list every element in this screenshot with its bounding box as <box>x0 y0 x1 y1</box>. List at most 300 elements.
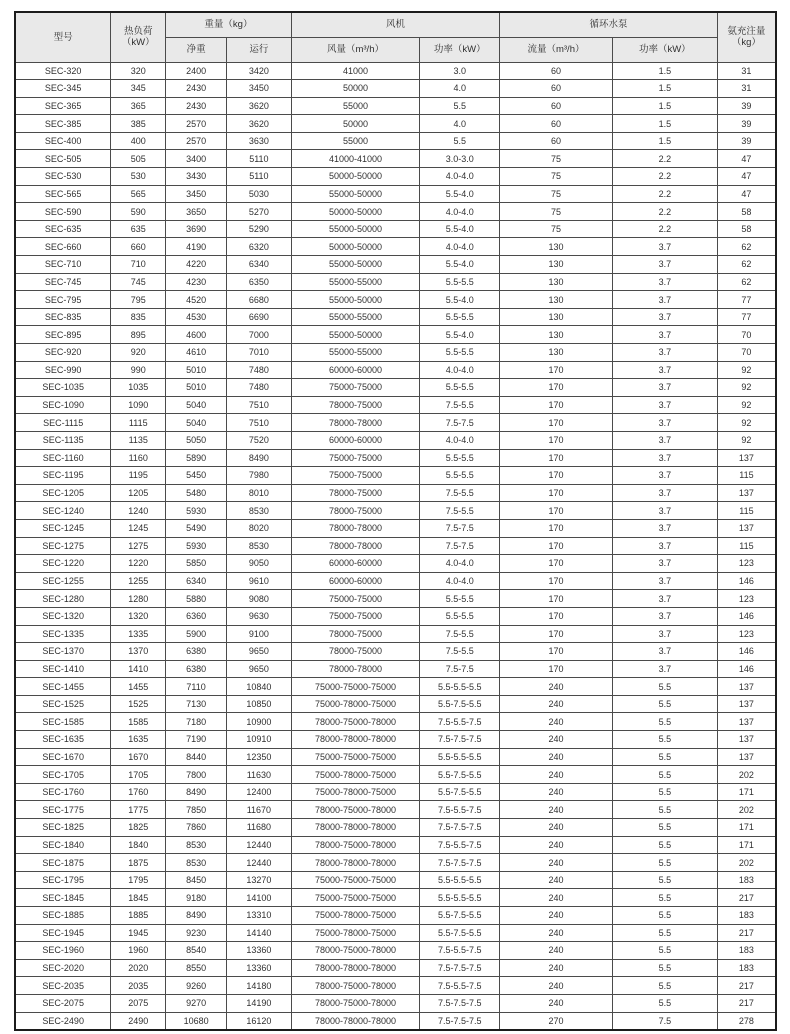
cell-net_weight_kg: 3450 <box>166 185 227 203</box>
cell-fan_power_kw: 5.5 <box>420 132 500 150</box>
cell-flow_m3h: 240 <box>500 854 613 872</box>
table-row <box>15 731 776 749</box>
cell-fan_power_kw: 5.5-7.5-5.5 <box>420 924 500 942</box>
cell-pump_power_kw: 5.5 <box>612 748 717 766</box>
cell-operating_weight_kg: 7480 <box>227 361 292 379</box>
header-pump-group: 循环水泵 <box>500 12 718 37</box>
cell-ammonia_charge_kg: 202 <box>717 854 776 872</box>
cell-fan_power_kw: 7.5-5.5-7.5 <box>420 977 500 995</box>
cell-pump_power_kw: 3.7 <box>612 449 717 467</box>
cell-heat_load_kw: 710 <box>111 256 166 274</box>
cell-heat_load_kw: 1320 <box>111 607 166 625</box>
cell-pump_power_kw: 5.5 <box>612 889 717 907</box>
cell-air_volume_m3h: 75000-75000-75000 <box>291 678 420 696</box>
cell-net_weight_kg: 5010 <box>166 361 227 379</box>
cell-fan_power_kw: 7.5-7.5-7.5 <box>420 731 500 749</box>
cell-model: SEC-1960 <box>15 942 111 960</box>
cell-heat_load_kw: 1255 <box>111 572 166 590</box>
cell-net_weight_kg: 2430 <box>166 97 227 115</box>
cell-flow_m3h: 240 <box>500 924 613 942</box>
cell-fan_power_kw: 5.5-7.5-5.5 <box>420 695 500 713</box>
cell-pump_power_kw: 5.5 <box>612 731 717 749</box>
cell-pump_power_kw: 2.2 <box>612 220 717 238</box>
cell-fan_power_kw: 5.5-7.5-5.5 <box>420 766 500 784</box>
cell-heat_load_kw: 990 <box>111 361 166 379</box>
cell-heat_load_kw: 1275 <box>111 537 166 555</box>
cell-model: SEC-565 <box>15 185 111 203</box>
cell-air_volume_m3h: 41000 <box>291 62 420 80</box>
cell-operating_weight_kg: 12440 <box>227 836 292 854</box>
cell-fan_power_kw: 7.5-5.5-7.5 <box>420 713 500 731</box>
table-row <box>15 801 776 819</box>
cell-model: SEC-1775 <box>15 801 111 819</box>
table-row <box>15 326 776 344</box>
cell-fan_power_kw: 5.5-5.5 <box>420 449 500 467</box>
cell-heat_load_kw: 920 <box>111 344 166 362</box>
cell-model: SEC-795 <box>15 291 111 309</box>
cell-flow_m3h: 75 <box>500 168 613 186</box>
cell-air_volume_m3h: 75000-78000-75000 <box>291 924 420 942</box>
table-row <box>15 660 776 678</box>
table-row <box>15 942 776 960</box>
cell-air_volume_m3h: 78000-78000-78000 <box>291 959 420 977</box>
cell-flow_m3h: 170 <box>500 431 613 449</box>
cell-ammonia_charge_kg: 202 <box>717 801 776 819</box>
cell-model: SEC-1885 <box>15 907 111 925</box>
cell-flow_m3h: 170 <box>500 449 613 467</box>
cell-model: SEC-1195 <box>15 467 111 485</box>
cell-pump_power_kw: 1.5 <box>612 132 717 150</box>
cell-model: SEC-530 <box>15 168 111 186</box>
cell-ammonia_charge_kg: 137 <box>717 519 776 537</box>
cell-net_weight_kg: 10680 <box>166 1012 227 1030</box>
table-row <box>15 713 776 731</box>
cell-ammonia_charge_kg: 137 <box>717 713 776 731</box>
cell-flow_m3h: 170 <box>500 607 613 625</box>
cell-operating_weight_kg: 10850 <box>227 695 292 713</box>
cell-fan_power_kw: 5.5-5.5 <box>420 467 500 485</box>
table-row <box>15 871 776 889</box>
cell-model: SEC-2490 <box>15 1012 111 1030</box>
cell-net_weight_kg: 7860 <box>166 819 227 837</box>
cell-net_weight_kg: 3400 <box>166 150 227 168</box>
table-row <box>15 203 776 221</box>
cell-operating_weight_kg: 9630 <box>227 607 292 625</box>
cell-ammonia_charge_kg: 92 <box>717 414 776 432</box>
cell-heat_load_kw: 895 <box>111 326 166 344</box>
cell-heat_load_kw: 2035 <box>111 977 166 995</box>
cell-heat_load_kw: 1945 <box>111 924 166 942</box>
cell-fan_power_kw: 5.5-5.5 <box>420 379 500 397</box>
cell-air_volume_m3h: 78000-78000-78000 <box>291 819 420 837</box>
cell-net_weight_kg: 8530 <box>166 854 227 872</box>
cell-net_weight_kg: 8550 <box>166 959 227 977</box>
table-row <box>15 379 776 397</box>
cell-air_volume_m3h: 78000-78000 <box>291 414 420 432</box>
cell-pump_power_kw: 3.7 <box>612 273 717 291</box>
cell-pump_power_kw: 3.7 <box>612 625 717 643</box>
table-row <box>15 977 776 995</box>
table-row <box>15 484 776 502</box>
cell-pump_power_kw: 5.5 <box>612 871 717 889</box>
cell-air_volume_m3h: 78000-78000-78000 <box>291 731 420 749</box>
cell-flow_m3h: 60 <box>500 97 613 115</box>
cell-pump_power_kw: 3.7 <box>612 519 717 537</box>
table-row <box>15 150 776 168</box>
cell-flow_m3h: 170 <box>500 396 613 414</box>
cell-air_volume_m3h: 55000-55000 <box>291 344 420 362</box>
cell-pump_power_kw: 5.5 <box>612 678 717 696</box>
cell-ammonia_charge_kg: 115 <box>717 502 776 520</box>
table-row <box>15 256 776 274</box>
cell-model: SEC-1840 <box>15 836 111 854</box>
cell-fan_power_kw: 5.5-4.0 <box>420 291 500 309</box>
cell-operating_weight_kg: 13310 <box>227 907 292 925</box>
table-row <box>15 308 776 326</box>
cell-operating_weight_kg: 9610 <box>227 572 292 590</box>
cell-ammonia_charge_kg: 183 <box>717 959 776 977</box>
cell-air_volume_m3h: 75000-75000 <box>291 590 420 608</box>
cell-operating_weight_kg: 7000 <box>227 326 292 344</box>
cell-ammonia_charge_kg: 146 <box>717 607 776 625</box>
cell-pump_power_kw: 3.7 <box>612 555 717 573</box>
cell-model: SEC-745 <box>15 273 111 291</box>
cell-net_weight_kg: 7800 <box>166 766 227 784</box>
cell-pump_power_kw: 3.7 <box>612 361 717 379</box>
cell-flow_m3h: 170 <box>500 414 613 432</box>
cell-flow_m3h: 130 <box>500 326 613 344</box>
cell-net_weight_kg: 5480 <box>166 484 227 502</box>
table-row <box>15 238 776 256</box>
cell-flow_m3h: 170 <box>500 361 613 379</box>
cell-model: SEC-1035 <box>15 379 111 397</box>
cell-model: SEC-1845 <box>15 889 111 907</box>
cell-model: SEC-2020 <box>15 959 111 977</box>
cell-model: SEC-1280 <box>15 590 111 608</box>
cell-heat_load_kw: 1525 <box>111 695 166 713</box>
cell-net_weight_kg: 4520 <box>166 291 227 309</box>
cell-net_weight_kg: 9230 <box>166 924 227 942</box>
cell-net_weight_kg: 8490 <box>166 783 227 801</box>
cell-net_weight_kg: 3430 <box>166 168 227 186</box>
cell-ammonia_charge_kg: 47 <box>717 150 776 168</box>
cell-ammonia_charge_kg: 146 <box>717 572 776 590</box>
cell-flow_m3h: 170 <box>500 625 613 643</box>
cell-flow_m3h: 240 <box>500 942 613 960</box>
cell-flow_m3h: 240 <box>500 871 613 889</box>
table-row <box>15 97 776 115</box>
cell-net_weight_kg: 5930 <box>166 502 227 520</box>
cell-ammonia_charge_kg: 202 <box>717 766 776 784</box>
cell-fan_power_kw: 7.5-7.5 <box>420 414 500 432</box>
cell-flow_m3h: 240 <box>500 977 613 995</box>
cell-pump_power_kw: 5.5 <box>612 819 717 837</box>
table-body <box>15 62 776 1030</box>
cell-air_volume_m3h: 78000-78000 <box>291 519 420 537</box>
cell-fan_power_kw: 4.0 <box>420 115 500 133</box>
cell-pump_power_kw: 2.2 <box>612 168 717 186</box>
cell-net_weight_kg: 3690 <box>166 220 227 238</box>
cell-air_volume_m3h: 50000 <box>291 115 420 133</box>
cell-pump_power_kw: 3.7 <box>612 643 717 661</box>
cell-fan_power_kw: 5.5-7.5-5.5 <box>420 907 500 925</box>
cell-air_volume_m3h: 75000-78000-75000 <box>291 907 420 925</box>
cell-heat_load_kw: 2020 <box>111 959 166 977</box>
cell-air_volume_m3h: 55000-50000 <box>291 291 420 309</box>
cell-flow_m3h: 240 <box>500 695 613 713</box>
cell-model: SEC-345 <box>15 80 111 98</box>
cell-pump_power_kw: 3.7 <box>612 414 717 432</box>
cell-ammonia_charge_kg: 39 <box>717 115 776 133</box>
cell-fan_power_kw: 7.5-7.5-7.5 <box>420 819 500 837</box>
cell-flow_m3h: 75 <box>500 203 613 221</box>
cell-air_volume_m3h: 60000-60000 <box>291 361 420 379</box>
cell-air_volume_m3h: 75000-78000-75000 <box>291 766 420 784</box>
cell-operating_weight_kg: 3450 <box>227 80 292 98</box>
cell-air_volume_m3h: 78000-75000 <box>291 643 420 661</box>
cell-air_volume_m3h: 75000-78000-75000 <box>291 783 420 801</box>
cell-fan_power_kw: 5.5-5.5 <box>420 273 500 291</box>
cell-air_volume_m3h: 78000-75000-78000 <box>291 994 420 1012</box>
cell-ammonia_charge_kg: 92 <box>717 361 776 379</box>
header-fan-group: 风机 <box>291 12 499 37</box>
cell-operating_weight_kg: 11670 <box>227 801 292 819</box>
cell-air_volume_m3h: 78000-75000-78000 <box>291 801 420 819</box>
cell-operating_weight_kg: 7520 <box>227 431 292 449</box>
cell-pump_power_kw: 3.7 <box>612 326 717 344</box>
cell-ammonia_charge_kg: 146 <box>717 660 776 678</box>
cell-heat_load_kw: 1840 <box>111 836 166 854</box>
cell-net_weight_kg: 2570 <box>166 115 227 133</box>
table-row <box>15 907 776 925</box>
header-ammonia-line1: 氨充注量 <box>727 26 766 38</box>
cell-heat_load_kw: 2490 <box>111 1012 166 1030</box>
table-row <box>15 854 776 872</box>
cell-net_weight_kg: 7850 <box>166 801 227 819</box>
table-row <box>15 783 776 801</box>
cell-fan_power_kw: 5.5-4.0 <box>420 220 500 238</box>
cell-operating_weight_kg: 8490 <box>227 449 292 467</box>
cell-flow_m3h: 130 <box>500 256 613 274</box>
cell-ammonia_charge_kg: 137 <box>717 748 776 766</box>
table-row <box>15 695 776 713</box>
cell-heat_load_kw: 385 <box>111 115 166 133</box>
cell-flow_m3h: 240 <box>500 801 613 819</box>
cell-ammonia_charge_kg: 47 <box>717 185 776 203</box>
cell-net_weight_kg: 4230 <box>166 273 227 291</box>
cell-air_volume_m3h: 55000-50000 <box>291 220 420 238</box>
cell-operating_weight_kg: 6320 <box>227 238 292 256</box>
table-row <box>15 572 776 590</box>
cell-air_volume_m3h: 60000-60000 <box>291 572 420 590</box>
cell-net_weight_kg: 4190 <box>166 238 227 256</box>
header-ammonia-line2: （kg） <box>731 37 761 49</box>
cell-model: SEC-895 <box>15 326 111 344</box>
cell-net_weight_kg: 3650 <box>166 203 227 221</box>
cell-operating_weight_kg: 13360 <box>227 959 292 977</box>
cell-operating_weight_kg: 3420 <box>227 62 292 80</box>
cell-pump_power_kw: 3.7 <box>612 502 717 520</box>
cell-operating_weight_kg: 10900 <box>227 713 292 731</box>
cell-model: SEC-1205 <box>15 484 111 502</box>
cell-fan_power_kw: 7.5-7.5 <box>420 537 500 555</box>
cell-air_volume_m3h: 78000-75000-78000 <box>291 942 420 960</box>
cell-model: SEC-1875 <box>15 854 111 872</box>
cell-net_weight_kg: 4530 <box>166 308 227 326</box>
cell-fan_power_kw: 7.5-5.5 <box>420 484 500 502</box>
cell-pump_power_kw: 2.2 <box>612 150 717 168</box>
cell-model: SEC-1585 <box>15 713 111 731</box>
table-row <box>15 994 776 1012</box>
cell-net_weight_kg: 9260 <box>166 977 227 995</box>
cell-model: SEC-505 <box>15 150 111 168</box>
cell-ammonia_charge_kg: 58 <box>717 220 776 238</box>
cell-heat_load_kw: 590 <box>111 203 166 221</box>
cell-pump_power_kw: 5.5 <box>612 942 717 960</box>
cell-ammonia_charge_kg: 217 <box>717 994 776 1012</box>
cell-pump_power_kw: 5.5 <box>612 907 717 925</box>
cell-model: SEC-1795 <box>15 871 111 889</box>
cell-ammonia_charge_kg: 77 <box>717 291 776 309</box>
table-row <box>15 678 776 696</box>
cell-net_weight_kg: 9180 <box>166 889 227 907</box>
cell-ammonia_charge_kg: 183 <box>717 907 776 925</box>
cell-model: SEC-1825 <box>15 819 111 837</box>
cell-air_volume_m3h: 55000 <box>291 97 420 115</box>
cell-operating_weight_kg: 7510 <box>227 396 292 414</box>
cell-fan_power_kw: 7.5-5.5-7.5 <box>420 836 500 854</box>
cell-net_weight_kg: 6340 <box>166 572 227 590</box>
cell-fan_power_kw: 7.5-7.5-7.5 <box>420 994 500 1012</box>
cell-air_volume_m3h: 55000-55000 <box>291 273 420 291</box>
cell-heat_load_kw: 745 <box>111 273 166 291</box>
cell-fan_power_kw: 4.0-4.0 <box>420 168 500 186</box>
table-row <box>15 414 776 432</box>
cell-ammonia_charge_kg: 137 <box>717 678 776 696</box>
cell-fan_power_kw: 7.5-5.5-7.5 <box>420 801 500 819</box>
cell-model: SEC-1635 <box>15 731 111 749</box>
cell-heat_load_kw: 1635 <box>111 731 166 749</box>
cell-operating_weight_kg: 9100 <box>227 625 292 643</box>
cell-operating_weight_kg: 11680 <box>227 819 292 837</box>
cell-ammonia_charge_kg: 77 <box>717 308 776 326</box>
cell-operating_weight_kg: 10840 <box>227 678 292 696</box>
table-row <box>15 220 776 238</box>
cell-ammonia_charge_kg: 92 <box>717 396 776 414</box>
cell-flow_m3h: 240 <box>500 783 613 801</box>
cell-fan_power_kw: 4.0-4.0 <box>420 361 500 379</box>
cell-model: SEC-1255 <box>15 572 111 590</box>
table-row <box>15 344 776 362</box>
cell-heat_load_kw: 795 <box>111 291 166 309</box>
cell-model: SEC-1090 <box>15 396 111 414</box>
cell-model: SEC-920 <box>15 344 111 362</box>
cell-air_volume_m3h: 50000-50000 <box>291 168 420 186</box>
cell-net_weight_kg: 4220 <box>166 256 227 274</box>
cell-fan_power_kw: 7.5-5.5 <box>420 502 500 520</box>
cell-fan_power_kw: 7.5-5.5 <box>420 643 500 661</box>
cell-pump_power_kw: 3.7 <box>612 238 717 256</box>
cell-ammonia_charge_kg: 278 <box>717 1012 776 1030</box>
cell-fan_power_kw: 5.5-5.5 <box>420 607 500 625</box>
cell-pump_power_kw: 5.5 <box>612 766 717 784</box>
cell-operating_weight_kg: 7480 <box>227 379 292 397</box>
cell-model: SEC-835 <box>15 308 111 326</box>
cell-model: SEC-320 <box>15 62 111 80</box>
cell-air_volume_m3h: 75000-75000 <box>291 379 420 397</box>
cell-flow_m3h: 75 <box>500 150 613 168</box>
cell-model: SEC-590 <box>15 203 111 221</box>
cell-pump_power_kw: 1.5 <box>612 115 717 133</box>
cell-flow_m3h: 170 <box>500 572 613 590</box>
cell-fan_power_kw: 5.5-4.0 <box>420 326 500 344</box>
table-row <box>15 959 776 977</box>
table-row <box>15 502 776 520</box>
cell-pump_power_kw: 1.5 <box>612 62 717 80</box>
cell-pump_power_kw: 5.5 <box>612 713 717 731</box>
cell-operating_weight_kg: 7510 <box>227 414 292 432</box>
cell-operating_weight_kg: 12350 <box>227 748 292 766</box>
cell-pump_power_kw: 3.7 <box>612 379 717 397</box>
cell-pump_power_kw: 3.7 <box>612 291 717 309</box>
table-row <box>15 467 776 485</box>
cell-ammonia_charge_kg: 137 <box>717 695 776 713</box>
cell-operating_weight_kg: 13270 <box>227 871 292 889</box>
cell-flow_m3h: 170 <box>500 379 613 397</box>
header-flow-rate: 流量（m³/h） <box>500 37 613 62</box>
cell-operating_weight_kg: 5110 <box>227 150 292 168</box>
cell-flow_m3h: 240 <box>500 766 613 784</box>
cell-heat_load_kw: 1775 <box>111 801 166 819</box>
cell-heat_load_kw: 1760 <box>111 783 166 801</box>
cell-fan_power_kw: 7.5-5.5-7.5 <box>420 942 500 960</box>
cell-air_volume_m3h: 60000-60000 <box>291 431 420 449</box>
cell-net_weight_kg: 5880 <box>166 590 227 608</box>
cell-ammonia_charge_kg: 70 <box>717 344 776 362</box>
header-ammonia-charge <box>717 12 776 62</box>
cell-net_weight_kg: 2570 <box>166 132 227 150</box>
cell-model: SEC-1370 <box>15 643 111 661</box>
cell-fan_power_kw: 5.5-5.5-5.5 <box>420 889 500 907</box>
table-row <box>15 396 776 414</box>
cell-flow_m3h: 270 <box>500 1012 613 1030</box>
cell-pump_power_kw: 5.5 <box>612 959 717 977</box>
cell-operating_weight_kg: 12440 <box>227 854 292 872</box>
cell-flow_m3h: 170 <box>500 484 613 502</box>
cell-heat_load_kw: 1090 <box>111 396 166 414</box>
header-net-weight: 净重 <box>166 37 227 62</box>
cell-net_weight_kg: 8530 <box>166 836 227 854</box>
table-row <box>15 185 776 203</box>
cell-ammonia_charge_kg: 137 <box>717 484 776 502</box>
cell-ammonia_charge_kg: 115 <box>717 467 776 485</box>
cell-pump_power_kw: 3.7 <box>612 256 717 274</box>
cell-model: SEC-1410 <box>15 660 111 678</box>
cell-operating_weight_kg: 11630 <box>227 766 292 784</box>
table-row <box>15 836 776 854</box>
cell-heat_load_kw: 660 <box>111 238 166 256</box>
table-row <box>15 168 776 186</box>
cell-heat_load_kw: 365 <box>111 97 166 115</box>
cell-net_weight_kg: 6360 <box>166 607 227 625</box>
cell-operating_weight_kg: 9080 <box>227 590 292 608</box>
cell-pump_power_kw: 3.7 <box>612 660 717 678</box>
cell-ammonia_charge_kg: 171 <box>717 783 776 801</box>
cell-air_volume_m3h: 75000-75000 <box>291 449 420 467</box>
cell-model: SEC-1705 <box>15 766 111 784</box>
cell-operating_weight_kg: 14100 <box>227 889 292 907</box>
cell-net_weight_kg: 5890 <box>166 449 227 467</box>
